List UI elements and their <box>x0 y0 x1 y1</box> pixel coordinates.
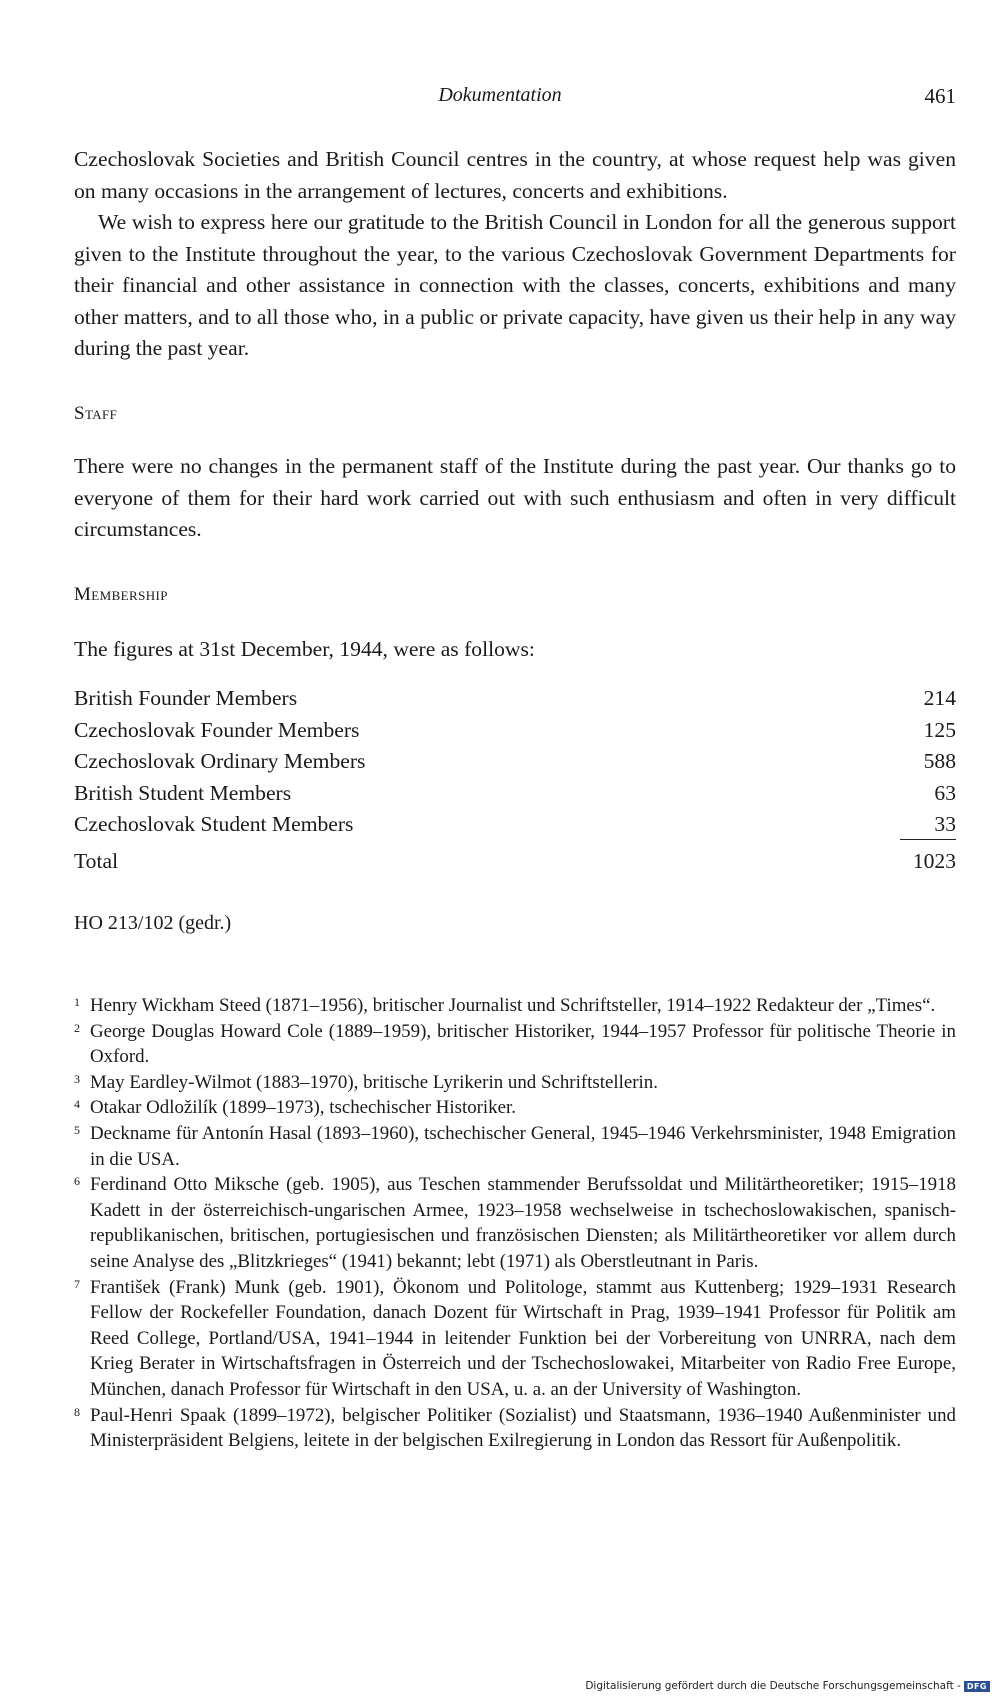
footnote-number: 2 <box>74 1020 80 1035</box>
total-label: Total <box>74 849 119 873</box>
footnote <box>74 1121 956 1172</box>
footnote-text: Ferdinand Otto Miksche (geb. 1905), aus Teschen stammender Berufssoldat und Militärtheoretiker; 1915–1918 Kadett in der österreichisch-ungarischen Armee, 1923–1958 wechselweise in tschechoslowakischen, spanisch-republikanischen, britischen, portugiesischen und französischen Diensten; als Militärtheoretiker vor allem durch seine Analyse des „Blitzkrieges“ (1941) bekannt; lebt (1971) als Oberstleutnant in Paris. <box>90 1174 956 1272</box>
footnote-text: Henry Wickham Steed (1871–1956), britischer Journalist und Schriftsteller, 1914–1922 Redakteur der „Times“. <box>90 995 936 1016</box>
footnote-number: 3 <box>74 1071 80 1086</box>
footnote <box>74 1019 956 1070</box>
footnote-text: May Eardley-Wilmot (1883–1970), britische Lyrikerin und Schriftstellerin. <box>90 1071 658 1093</box>
paragraph: Czechoslovak Societies and British Council centres in the country, at whose request help was given on many occasions in the arrangement of lectures, concerts and exhibitions. <box>74 147 956 203</box>
footnote-text: Otakar Odložilík (1899–1973), tschechischer Historiker. <box>90 1097 516 1119</box>
footnote-number: 6 <box>74 1174 80 1189</box>
row-value: 588 <box>923 749 956 774</box>
row-label: British Founder Members <box>74 686 298 710</box>
footnote-text: Paul-Henri Spaak (1899–1972), belgischer Politiker (Sozialist) und Staatsmann, 1936–1940 Außenminister und Ministerpräsident Belgiens, leitete in der belgischen Exilregierung in London das Ressort für Außenpolitik. <box>90 1404 956 1452</box>
footnote-number: 4 <box>74 1097 80 1112</box>
row-value: 33 <box>934 812 956 837</box>
total-value: 1023 <box>912 849 956 873</box>
table-row <box>74 746 956 778</box>
source-reference: HO 213/102 (gedr.) <box>74 912 232 934</box>
row-value: 63 <box>934 780 956 805</box>
footnote-text: František (Frank) Munk (geb. 1901), Ökonom und Politologe, stammt aus Kuttenberg; 1929–1931 Research Fellow der Rockefeller Foundation, danach Dozent für Wirtschaft in Prag, 1939–1941 Professor für Politik am Reed College, Portland/USA, 1941–1944 in leitender Funktion bei der Vorbereitung von UNRRA, nach dem Krieg Berater in Wirtschaftsfragen in Österreich und der Tschechoslowakei, Mitarbeiter von Radio Free Europe, München, danach Professor für Wirtschaft in den USA, u. a. an der University of Washington. <box>90 1276 956 1400</box>
footnote-number: 7 <box>74 1276 80 1291</box>
footnote-number: 8 <box>74 1404 80 1419</box>
paragraph: There were no changes in the permanent staff of the Institute during the past year. Our thanks go to everyone of them for their hard work carried out with such enthusiasm and often in very difficult circumstances. <box>74 454 956 541</box>
row-label: Czechoslovak Founder Members <box>74 717 360 742</box>
footnote <box>74 1095 956 1121</box>
row-label: Czechoslovak Student Members <box>74 812 354 837</box>
row-value: 125 <box>923 717 956 742</box>
footnote <box>74 1070 956 1096</box>
total-divider <box>900 839 956 840</box>
footnote-text: George Douglas Howard Cole (1889–1959), britischer Historiker, 1944–1957 Professor für politische Theorie in Oxford. <box>90 1020 956 1068</box>
row-label: British Student Members <box>74 780 292 805</box>
footnotes <box>74 993 956 1454</box>
footnote <box>74 1172 956 1274</box>
paragraph: The figures at 31st December, 1944, were as follows: <box>74 637 535 661</box>
table-row <box>74 683 956 715</box>
dfg-logo: DFG <box>964 1681 990 1692</box>
section-heading-staff: Staff <box>74 403 118 424</box>
staff-paragraph <box>74 451 956 546</box>
running-title: Dokumentation <box>438 84 562 106</box>
table-row <box>74 809 956 841</box>
footnote-number: 5 <box>74 1122 80 1137</box>
running-head <box>0 84 1000 112</box>
paragraph: We wish to express here our gratitude to the British Council in London for all the generous support given to the Institute throughout the year, to the various Czechoslovak Government Departments for their financial and other assistance in connection with the classes, concerts, exhibitions and many other matters, and to all those who, in a public or private capacity, have given us their help in any way during the past year. <box>74 210 956 360</box>
footnote <box>74 1403 956 1454</box>
total-row <box>74 845 956 877</box>
membership-intro <box>74 634 956 666</box>
footnote-number: 1 <box>74 995 80 1009</box>
footnote <box>74 993 956 1019</box>
credit-text: Digitalisierung gefördert durch die Deutsche Forschungsgemeinschaft - <box>585 1680 961 1692</box>
row-label: Czechoslovak Ordinary Members <box>74 749 366 774</box>
table-row <box>74 715 956 747</box>
page-number: 461 <box>924 84 956 108</box>
membership-table <box>74 683 956 873</box>
section-heading-membership: Membership <box>74 584 168 605</box>
table-row <box>74 778 956 810</box>
intro-paragraphs <box>74 144 956 365</box>
footnote <box>74 1275 956 1403</box>
row-value: 214 <box>923 686 956 710</box>
footnote-text: Deckname für Antonín Hasal (1893–1960), tschechischer General, 1945–1946 Verkehrsminister, 1948 Emigration in die USA. <box>90 1122 956 1170</box>
digitization-credit <box>585 1680 990 1692</box>
